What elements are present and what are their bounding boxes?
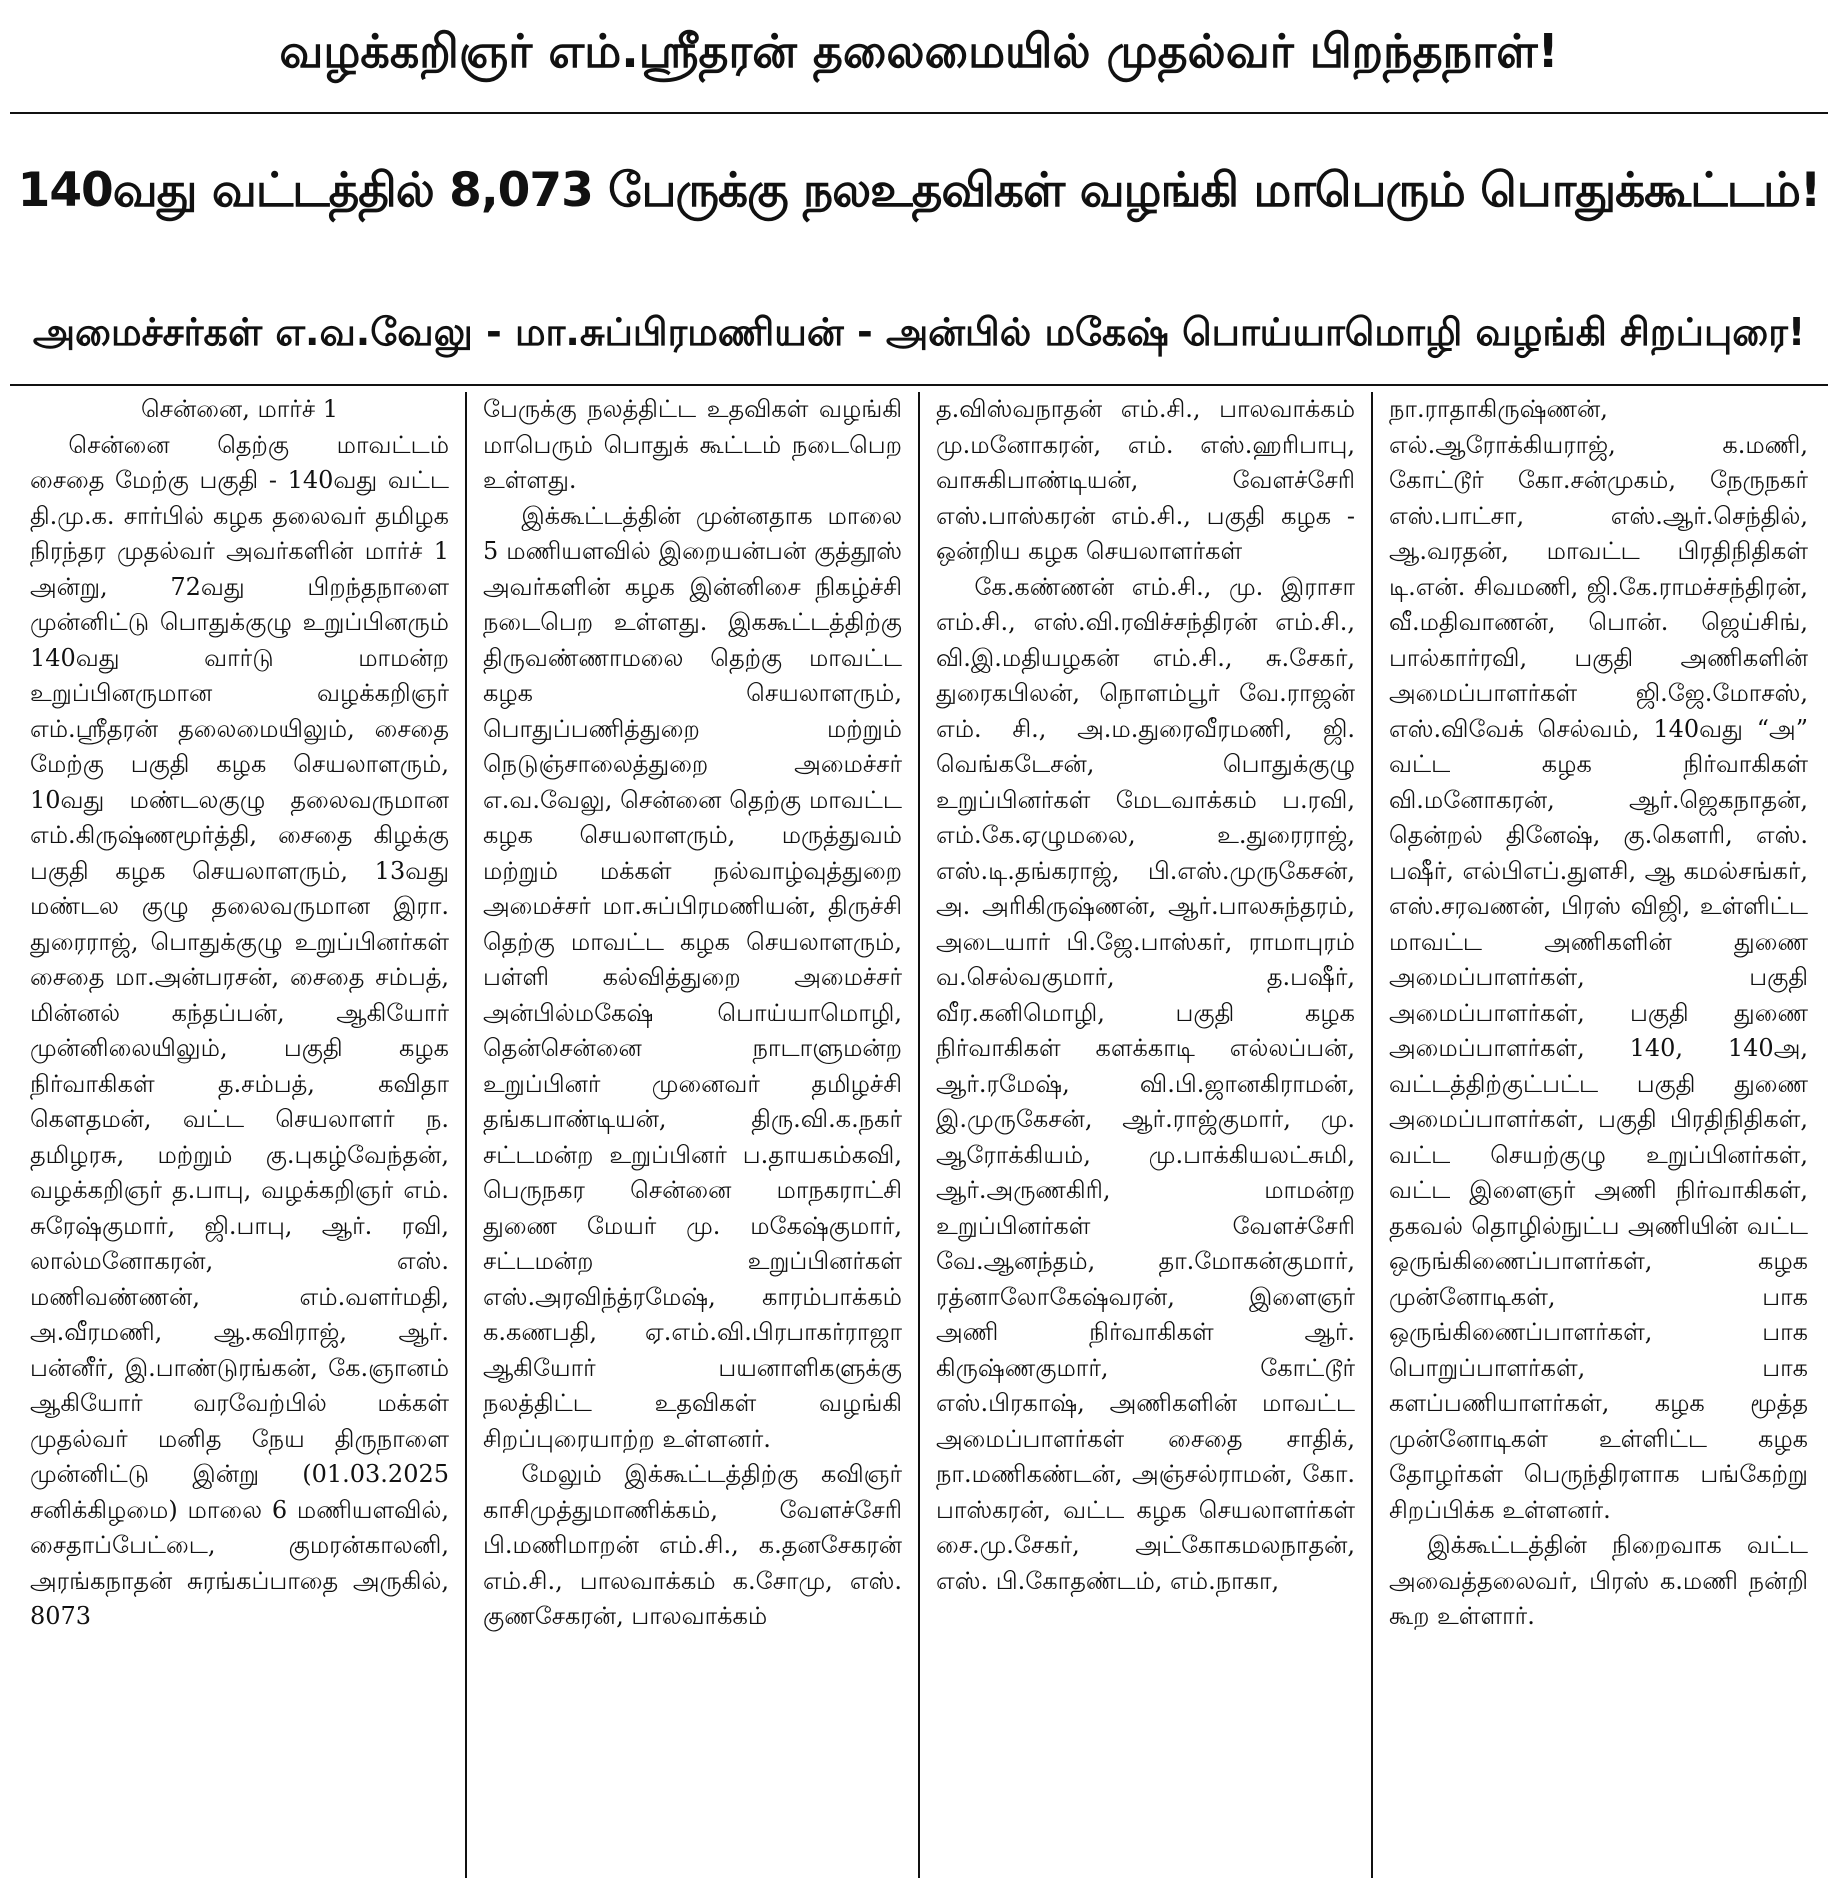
article-column-4: [1373, 392, 1824, 1878]
divider-rule: [10, 112, 1828, 114]
article-column-2: [467, 392, 920, 1878]
body-paragraph: இக்கூட்டத்தின் முன்னதாக மாலை 5 மணியளவில் இறையன்பன் குத்தூஸ் அவர்களின் கழக இன்னிசை நிகழ்ச்சி நடைபெற உள்ளது. இககூட்டத்திற்கு திருவண்ணாமலை தெற்கு மாவட்ட கழக செயலாளரும், பொதுப்பணித்துறை மற்றும் நெடுஞ்சாலைத்துறை அமைச்சர் எ.வ.வேலு, சென்னை தெற்கு மாவட்ட கழக செயலாளரும், மருத்துவம் மற்றும் மக்கள் நல்வாழ்வுத்துறை அமைச்சர் மா.சுப்பிரமணியன், திருச்சி தெற்கு மாவட்ட கழக செயலாளரும், பள்ளி கல்வித்துறை அமைச்சர் அன்பில்மகேஷ் பொய்யாமொழி, தென்சென்னை நாடாளுமன்ற உறுப்பினர் முனைவர் தமிழச்சி தங்கபாண்டியன், திரு.வி.க.நகர் சட்டமன்ற உறுப்பினர் ப.தாயகம்கவி, பெருநகர சென்னை மாநகராட்சி துணை மேயர் மு. மகேஷ்குமார், சட்டமன்ற உறுப்பினர்கள் எஸ்.அரவிந்த்ரமேஷ், காரம்பாக்கம் க.கணபதி, ஏ.எம்.வி.பிரபாகர்ராஜா ஆகியோர் பயனாளிகளுக்கு நலத்திட்ட உதவிகள் வழங்கி சிறப்புரையாற்ற உள்ளனர்.: [483, 501, 902, 1453]
article-column-1: [14, 392, 467, 1878]
divider-rule: [10, 384, 1828, 386]
article-body: [14, 392, 1824, 1878]
body-paragraph: இக்கூட்டத்தின் நிறைவாக வட்ட அவைத்தலைவர், பிரஸ் க.மணி நன்றி கூற உள்ளார்.: [1389, 1531, 1808, 1630]
body-paragraph: பேருக்கு நலத்திட்ட உதவிகள் வழங்கி மாபெரும் பொதுக் கூட்டம் நடைபெற உள்ளது.: [483, 395, 902, 494]
article-kicker: வழக்கறிஞர் எம்.ஸ்ரீதரன் தலைமையில் முதல்வர் பிறந்தநாள்!: [279, 23, 1559, 78]
body-paragraph: நா.ராதாகிருஷ்ணன், எல்.ஆரோக்கியராஜ், க.மணி, கோட்டூர் கோ.சன்முகம், நேருநகர் எஸ்.பாட்சா, எஸ்.ஆர்.செந்தில், ஆ.வரதன், மாவட்ட பிரதிநிதிகள் டி.என். சிவமணி, ஜி.கே.ராமச்சந்திரன், வீ.மதிவாணன், பொன். ஜெய்சிங், பால்கார்ரவி, பகுதி அணிகளின் அமைப்பாளர்கள் ஜி.ஜே.மோசஸ், எஸ்.விவேக் செல்வம், 140வது “அ” வட்ட கழக நிர்வாகிகள் வி.மனோகரன், ஆர்.ஜெகநாதன், தென்றல் தினேஷ், கு.கௌரி, எஸ். பஷீர், எல்பிஎப்.துளசி, ஆ கமல்சங்கர், எஸ்.சரவணன், பிரஸ் விஜி, உள்ளிட்ட மாவட்ட அணிகளின் துணை அமைப்பாளர்கள், பகுதி அமைப்பாளர்கள், பகுதி துணை அமைப்பாளர்கள், 140, 140அ, வட்டத்திற்குட்பட்ட பகுதி துணை அமைப்பாளர்கள், பகுதி பிரதிநிதிகள், வட்ட செயற்குழு உறுப்பினர்கள், வட்ட இளைஞர் அணி நிர்வாகிகள், தகவல் தொழில்நுட்ப அணியின் வட்ட ஒருங்கிணைப்பாளர்கள், கழக முன்னோடிகள், பாக ஒருங்கிணைப்பாளர்கள், பாக பொறுப்பாளர்கள், பாக களப்பணியாளர்கள், கழக மூத்த முன்னோடிகள் உள்ளிட்ட கழக தோழர்கள் பெருந்திரளாக பங்கேற்று சிறப்பிக்க உள்ளனர்.: [1389, 395, 1808, 1524]
article-subheadline: அமைச்சர்கள் எ.வ.வேலு - மா.சுப்பிரமணியன் - அன்பில் மகேஷ் பொய்யாமொழி வழங்கி சிறப்புரை!: [32, 310, 1806, 354]
body-paragraph: சென்னை தெற்கு மாவட்டம் சைதை மேற்கு பகுதி - 140வது வட்ட தி.மு.க. சார்பில் கழக தலைவர் தமிழக நிரந்தர முதல்வர் அவர்களின் மார்ச் 1 அன்று, 72வது பிறந்தநாளை முன்னிட்டு பொதுக்குழு உறுப்பினரும் 140வது வார்டு மாமன்ற உறுப்பினருமான வழக்கறிஞர் எம்.ஸ்ரீதரன் தலைமையிலும், சைதை மேற்கு பகுதி கழக செயலாளரும், 10வது மண்டலகுழு தலைவருமான எம்.கிருஷ்ணமூர்த்தி, சைதை கிழக்கு பகுதி கழக செயலாளரும், 13வது மண்டல குழு தலைவருமான இரா. துரைராஜ், பொதுக்குழு உறுப்பினர்கள் சைதை மா.அன்பரசன், சைதை சம்பத், மின்னல் கந்தப்பன், ஆகியோர் முன்னிலையிலும், பகுதி கழக நிர்வாகிகள் த.சம்பத், கவிதா கௌதமன், வட்ட செயலாளர் ந. தமிழரசு, மற்றும் கு.புகழ்வேந்தன், வழக்கறிஞர் த.பாபு, வழக்கறிஞர் எம். சுரேஷ்குமார், ஜி.பாபு, ஆர். ரவி, லால்மனோகரன், எஸ். மணிவண்ணன், எம்.வளர்மதி, அ.வீரமணி, ஆ.கவிராஜ், ஆர். பன்னீர், இ.பாண்டுரங்கன், கே.ஞானம் ஆகியோர் வரவேற்பில் மக்கள் முதல்வர் மனித நேய திருநாளை முன்னிட்டு இன்று (01.03.2025 சனிக்கிழமை) மாலை 6 மணியளவில், சைதாப்பேட்டை, குமரன்காலனி, அரங்கநாதன் சுரங்கப்பாதை அருகில், 8073: [30, 430, 449, 1630]
article-headline: 140வது வட்டத்தில் 8,073 பேருக்கு நலஉதவிகள் வழங்கி மாபெரும் பொதுக்கூட்டம்!: [17, 162, 1821, 218]
dateline: சென்னை, மார்ச் 1: [140, 395, 339, 423]
body-paragraph: மேலும் இக்கூட்டத்திற்கு கவிஞர் காசிமுத்துமாணிக்கம், வேளச்சேரி பி.மணிமாறன் எம்.சி., க.தனசேகரன் எம்.சி., பாலவாக்கம் க.சோமு, எஸ். குணசேகரன், பாலவாக்கம்: [483, 1460, 902, 1630]
body-paragraph: கே.கண்ணன் எம்.சி., மு. இராசா எம்.சி., எஸ்.வி.ரவிச்சந்திரன் எம்.சி., வி.இ.மதியழகன் எம்.சி., சு.சேகர், துரைகபிலன், நொளம்பூர் வே.ராஜன் எம். சி., அ.ம.துரைவீரமணி, ஜி. வெங்கடேசன், பொதுக்குழு உறுப்பினர்கள் மேடவாக்கம் ப.ரவி, எம்.கே.ஏழுமலை, உ.துரைராஜ், எஸ்.டி.தங்கராஜ், பி.எஸ்.முருகேசன், அ. அரிகிருஷ்ணன், ஆர்.பாலசுந்தரம், அடையார் பி.ஜே.பாஸ்கர், ராமாபுரம் வ.செல்வகுமார், த.பஷீர், வீர.கனிமொழி, பகுதி கழக நிர்வாகிகள் களக்காடி எல்லப்பன், ஆர்.ரமேஷ், வி.பி.ஜானகிராமன், இ.முருகேசன், ஆர்.ராஜ்குமார், மு. ஆரோக்கியம், மு.பாக்கியலட்சுமி, ஆர்.அருணகிரி, மாமன்ற உறுப்பினர்கள் வேளச்சேரி வே.ஆனந்தம், தா.மோகன்குமார், ரத்னாலோகேஷ்வரன், இளைஞர் அணி நிர்வாகிகள் ஆர். கிருஷ்ணகுமார், கோட்டூர் எஸ்.பிரகாஷ், அணிகளின் மாவட்ட அமைப்பாளர்கள் சைதை சாதிக், நா.மணிகண்டன், அஞ்சல்ராமன், கோ. பாஸ்கரன், வட்ட கழக செயலாளர்கள் சை.மு.சேகர், அட்கோகமலநாதன், எஸ். பி.கோதண்டம், எம்.நாகா,: [936, 572, 1355, 1595]
body-paragraph: த.விஸ்வநாதன் எம்.சி., பாலவாக்கம் மு.மனோகரன், எம். எஸ்.ஹரிபாபு, வாசுகிபாண்டியன், வேளச்சேரி எஸ்.பாஸ்கரன் எம்.சி., பகுதி கழக - ஒன்றிய கழக செயலாளர்கள்: [936, 395, 1355, 565]
article-column-3: [920, 392, 1373, 1878]
